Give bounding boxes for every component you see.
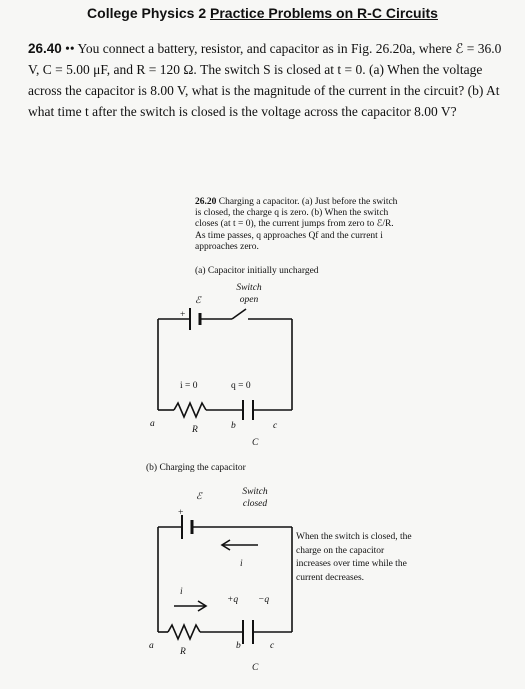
panel-a-battery — [190, 308, 200, 330]
panel-a-charge-label: q = 0 — [231, 381, 251, 391]
problem-text: You connect a battery, resistor, and capacitor as in Fig. 26.20a, where ℰ = 36.0 V, C = 5.00 μF, and R = 120 Ω. The switch S is closed at t = 0. (a) When the voltage across the capacitor is 8.00 V, what is the magnitude of the current in the circuit? (b) At what time t after the switch is closed is the voltage across the capacitor 8.00 V? — [28, 41, 502, 119]
panel-b-node-b: b — [236, 641, 241, 651]
panel-b-R-label: R — [180, 647, 186, 657]
panel-b-side-note: When the switch is closed, the charge on the capacitor increases over time while the current decreases. — [296, 532, 412, 583]
panel-b-minus-q: −q — [258, 595, 270, 605]
figure-number: 26.20 — [195, 197, 217, 207]
panel-b-C-label: C — [252, 663, 259, 673]
panel-b-current-bottom: i — [180, 587, 183, 597]
header-prefix: College Physics 2 — [87, 5, 207, 21]
panel-a-switch-label: Switch open — [236, 283, 262, 305]
difficulty-marker: •• — [65, 41, 75, 56]
panel-a-node-b: b — [231, 421, 236, 431]
panel-a-open-switch — [232, 309, 246, 319]
problem-number: 26.40 — [28, 41, 62, 56]
panel-a-title: (a) Capacitor initially uncharged — [195, 266, 319, 276]
panel-b-current-arrow-bottom — [174, 601, 206, 611]
panel-a-emf-label: ℰ — [195, 296, 201, 306]
panel-a-circuit — [158, 319, 292, 417]
panel-b-plus-label: + — [178, 508, 184, 518]
panel-b-node-c: c — [270, 641, 275, 651]
panel-a-node-c: c — [273, 421, 278, 431]
panel-a-plus-label: + — [180, 310, 186, 320]
panel-b-switch-label: Switch closed — [242, 487, 268, 509]
panel-b-title: (b) Charging the capacitor — [146, 463, 246, 473]
panel-b-emf-label: ℰ — [196, 492, 202, 502]
header-title: Practice Problems on R-C Circuits — [210, 5, 438, 21]
panel-a-node-a: a — [150, 419, 155, 429]
panel-b-node-a: a — [149, 641, 154, 651]
figure-caption-text: Charging a capacitor. (a) Just before the switch is closed, the charge q is zero. (b) When the switch closes (at t = 0), the current jumps from zero to ℰ/R. As time passes, q approaches Qf and the current i approaches zero. — [195, 197, 398, 252]
panel-a-C-label: C — [252, 438, 259, 448]
panel-b-capacitor — [243, 620, 253, 644]
panel-b-battery — [182, 515, 192, 539]
panel-a-current-label: i = 0 — [180, 381, 198, 391]
panel-a-R-label: R — [192, 425, 198, 435]
panel-b-current-top: i — [240, 559, 243, 569]
panel-b-current-arrow-top — [222, 540, 258, 550]
panel-b-plus-q: +q — [227, 595, 239, 605]
panel-a-capacitor — [243, 400, 253, 420]
